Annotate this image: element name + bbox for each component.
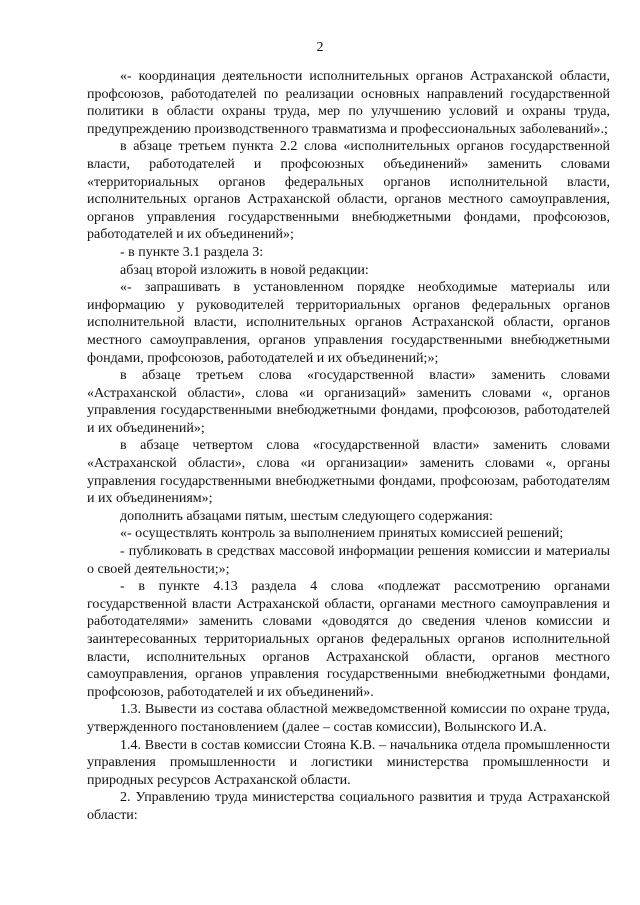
paragraph: - в пункте 4.13 раздела 4 слова «подлежат рассмотрению органами государственной власти Астраханской области, органами местного самоуправления и работодателями» заменить словами «доводятся до сведения членов комиссии и заинтересованных территориальных органов федеральных органов исполнительной власти, исполнительных органов Астраханской области, органов местного самоуправления, органов управления государственными внебюджетными фондами, профсоюзов, работодателей и их объединений». bbox=[87, 579, 610, 700]
paragraph: «- запрашивать в установленном порядке необходимые материалы или информацию у руководителей территориальных органов федеральных органов исполнительной власти, исполнительных органов Астраханской области, органов местного самоуправления, органов управления государственными внебюджетными фондами, профсоюзов, работодателей и их объединений;»; bbox=[87, 280, 610, 366]
paragraph: - публиковать в средствах массовой информации решения комиссии и материалы о своей деятельности;»; bbox=[87, 544, 610, 577]
document-body bbox=[87, 68, 610, 825]
paragraph: - в пункте 3.1 раздела 3: bbox=[120, 244, 264, 260]
paragraph: дополнить абзацами пятым, шестым следующего содержания: bbox=[120, 508, 493, 524]
paragraph: 2. Управлению труда министерства социального развития и труда Астраханской области: bbox=[87, 790, 610, 823]
paragraph: абзац второй изложить в новой редакции: bbox=[120, 262, 369, 278]
paragraph: 1.3. Вывести из состава областной межведомственной комиссии по охране труда, утвержденного постановлением (далее – состав комиссии), Волынского И.А. bbox=[87, 702, 610, 735]
paragraph: «- координация деятельности исполнительных органов Астраханской области, профсоюзов, работодателей по реализации основных направлений государственной политики в области охраны труда, мер по улучшению условий и охраны труда, предупреждению производственного травматизма и профессиональных заболеваний».; bbox=[87, 69, 610, 137]
page-number: 2 bbox=[316, 40, 324, 55]
paragraph: в абзаце третьем пункта 2.2 слова «исполнительных органов государственной власти, работодателей и профсоюзных объединений» заменить словами «территориальных органов федеральных органов исполнительной власти, исполнительных органов Астраханской области, органов местного самоуправления, органов управления государственными внебюджетными фондами, профсоюзов, работодателей и их объединений»; bbox=[87, 139, 610, 243]
paragraph: в абзаце третьем слова «государственной власти» заменить словами «Астраханской области», слова «и организаций» заменить словами «, органов управления государственными внебюджетными фондами, профсоюзов, работодателей и их объединений»; bbox=[87, 368, 610, 436]
paragraph: «- осуществлять контроль за выполнением принятых комиссией решений; bbox=[120, 526, 564, 542]
paragraph: в абзаце четвертом слова «государственной власти» заменить словами «Астраханской области», слова «и организации» заменить словами «, органы управления государственными внебюджетными фондами, профсоюзам, работодателям и их объединениям»; bbox=[87, 438, 610, 507]
paragraph: 1.4. Ввести в состав комиссии Стояна К.В. – начальника отдела промышленности управления промышленности и логистики министерства промышленности и природных ресурсов Астраханской области. bbox=[87, 737, 610, 788]
